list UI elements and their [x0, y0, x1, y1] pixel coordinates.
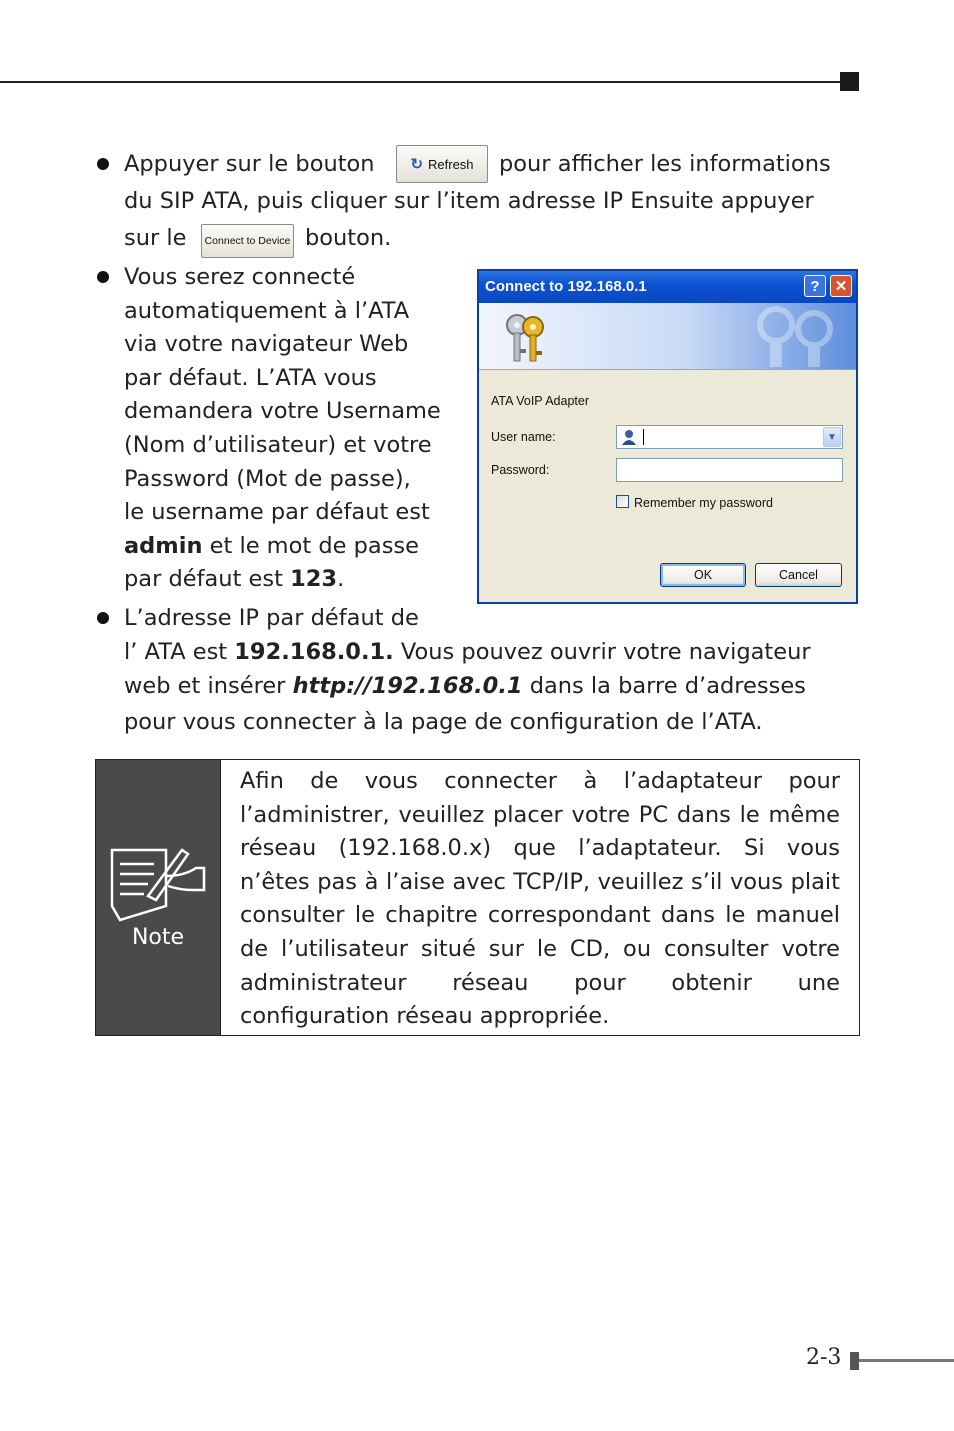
help-button[interactable]: ? [804, 275, 826, 297]
bullet2-line: automatiquement à l’ATA [124, 298, 410, 324]
realm-label: ATA VoIP Adapter [491, 394, 589, 408]
connect-to-device-button[interactable]: Connect to Device [201, 224, 294, 258]
bullet1-line1a: Appuyer sur le bouton [124, 151, 375, 177]
bullet2-line: (Nom d’utilisateur) et votre [124, 432, 432, 458]
close-button[interactable]: ✕ [830, 275, 852, 297]
dialog-titlebar [479, 271, 856, 303]
dialog-banner [479, 303, 856, 370]
note-label: Note [131, 925, 185, 950]
bullet2-line: demandera votre Username [124, 398, 441, 424]
bullet-marker [97, 158, 109, 170]
note-sidebar [96, 760, 221, 1035]
bullet-marker [97, 612, 109, 624]
text-caret [643, 429, 644, 445]
user-name-combo[interactable] [616, 425, 843, 449]
bullet2-line: Vous serez connecté [124, 264, 356, 290]
bullet1-line3a: sur le [124, 225, 187, 251]
footer-square-marker [850, 1352, 859, 1370]
bullet2-line: Password (Mot de passe), [124, 466, 411, 492]
note-box [95, 759, 860, 1036]
dialog-body [479, 370, 856, 603]
bullet3-line2: l’ ATA est 192.168.0.1. Vous pouvez ouvrir votre navigateur [124, 639, 811, 665]
ok-button[interactable]: OK [660, 563, 746, 587]
remember-password-label: Remember my password [634, 496, 773, 510]
bullet3-line4: pour vous connecter à la page de configuration de l’ATA. [124, 709, 763, 735]
bullet2-line: via votre navigateur Web [124, 331, 409, 357]
password-input[interactable] [616, 458, 843, 482]
refresh-button[interactable] [396, 145, 488, 183]
dialog-title: Connect to 192.168.0.1 [485, 278, 647, 295]
default-password: 123 [290, 566, 338, 592]
default-username: admin [124, 533, 203, 559]
cancel-button[interactable]: Cancel [755, 563, 842, 587]
header-square-marker [840, 72, 859, 91]
bullet1-line1b: pour afficher les informations [499, 151, 831, 177]
bullet1-line3b: bouton. [305, 225, 392, 251]
footer-rule [859, 1359, 954, 1362]
default-ip-address: 192.168.0.1. [234, 639, 394, 665]
bullet2-password-line: par défaut est 123. [124, 566, 345, 592]
user-name-label: User name: [491, 430, 556, 444]
note-text: Afin de vous connecter à l’adaptateur pour l’administrer, veuillez placer votre PC dans le même réseau (192.168.0.x) que l’adaptateur. Si vous n’êtes pas à l’aise avec TCP/IP, veuillez s’il vous plait consulter le chapitre correspondant dans le manuel de l’utilisateur situé sur le CD, ou consulter votre administrateur réseau pour obtenir une configuration réseau appropriée. [240, 768, 840, 1030]
bullet1-line2: du SIP ATA, puis cliquer sur l’item adresse IP Ensuite appuyer [124, 188, 814, 214]
bullet3-line3: web et insérer http://192.168.0.1 dans la barre d’adresses [124, 673, 806, 699]
bullet-marker [97, 271, 109, 283]
login-dialog [477, 269, 858, 604]
note-pencil-icon [108, 846, 208, 922]
remember-password-checkbox[interactable] [616, 495, 629, 508]
bullet2-admin-line: admin et le mot de passe [124, 533, 419, 559]
default-url: http://192.168.0.1 [292, 673, 523, 699]
banner-keys-watermark-icon [736, 305, 846, 367]
refresh-icon: ↻ [410, 156, 424, 173]
password-label: Password: [491, 463, 550, 477]
page-number: 2-3 [806, 1345, 842, 1370]
header-rule [0, 81, 842, 83]
bullet3-line1: L’adresse IP par défaut de [124, 605, 419, 631]
user-icon [621, 429, 637, 445]
chevron-down-icon[interactable]: ▼ [823, 427, 841, 447]
bullet2-line: le username par défaut est [124, 499, 430, 525]
bullet2-line: par défaut. L’ATA vous [124, 365, 377, 391]
refresh-button-label: Refresh [428, 156, 474, 172]
keys-icon [499, 309, 559, 367]
